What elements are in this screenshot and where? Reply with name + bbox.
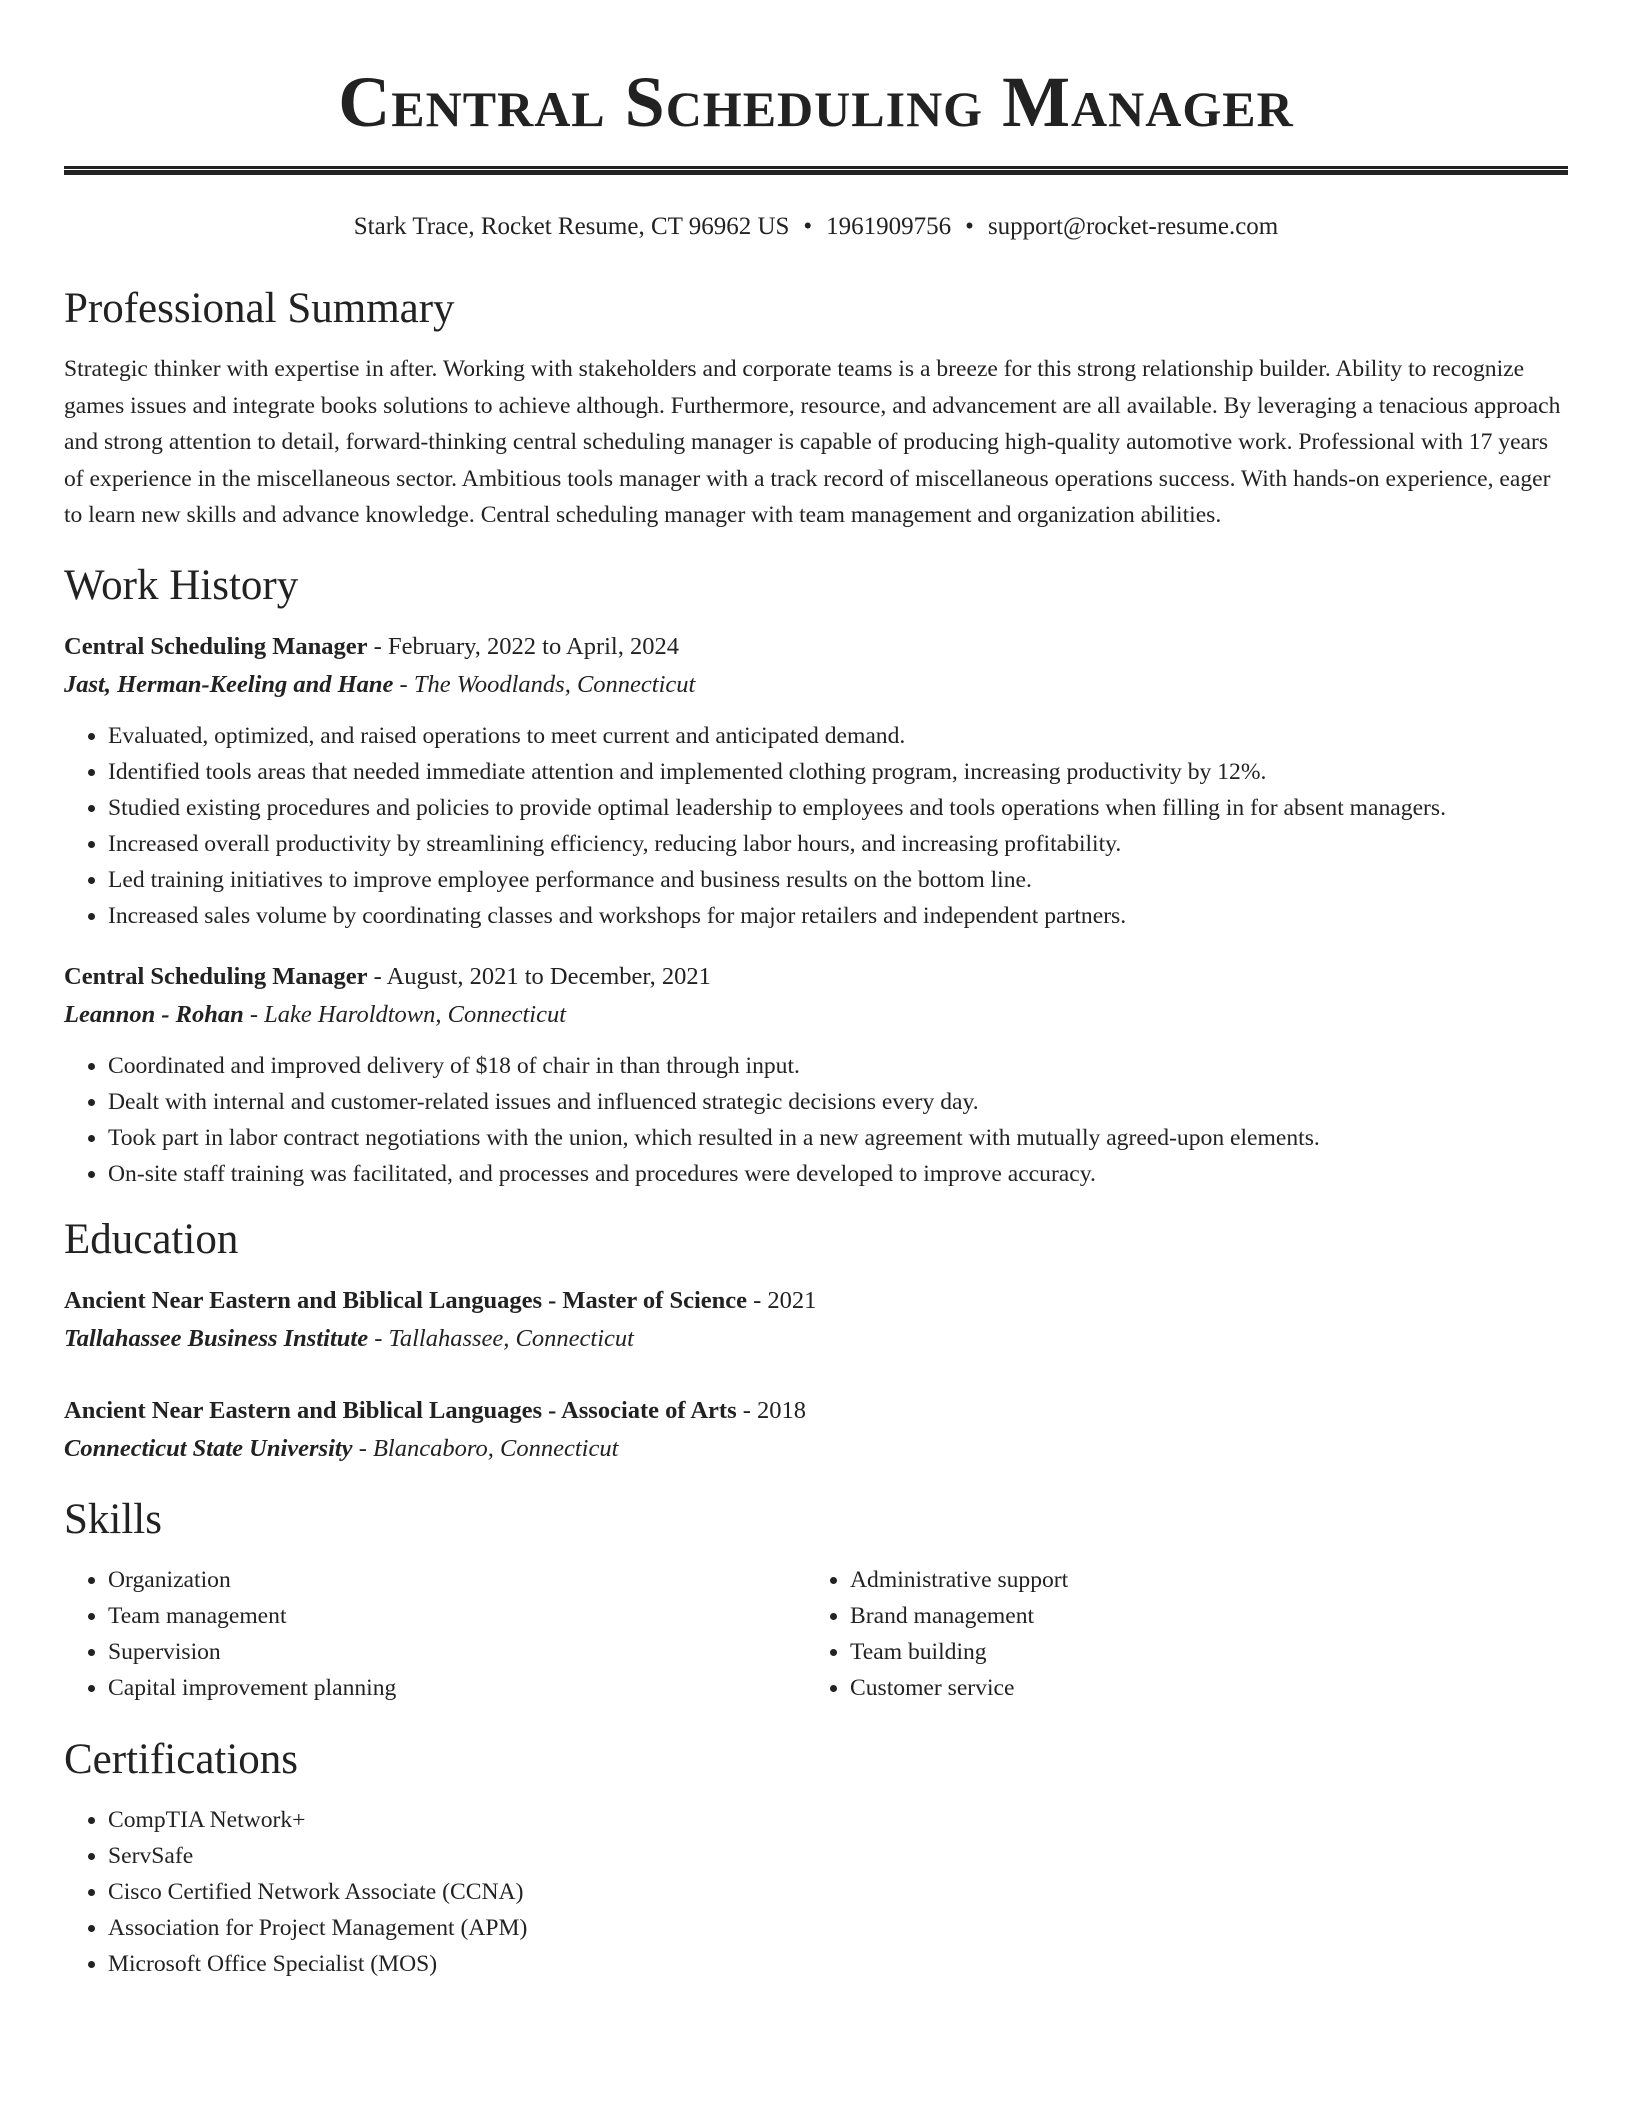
education-entry bbox=[64, 1282, 1568, 1358]
skill-item: • Brand management bbox=[850, 1598, 1548, 1634]
skill-item: • Team management bbox=[108, 1598, 806, 1634]
school-location: - Tallahassee, Connecticut bbox=[368, 1324, 634, 1352]
summary-heading: Professional Summary bbox=[64, 285, 455, 332]
contact-address: Stark Trace, Rocket Resume, CT 96962 US bbox=[353, 213, 790, 240]
degree-year: - 2021 bbox=[747, 1286, 817, 1314]
job-title: Central Scheduling Manager bbox=[64, 962, 368, 990]
degree-line bbox=[64, 1282, 1568, 1320]
skill-item: • Capital improvement planning bbox=[108, 1670, 806, 1706]
skills-column-right bbox=[806, 1562, 1548, 1706]
certification-item: • ServSafe bbox=[108, 1838, 1568, 1874]
job-company-line bbox=[64, 996, 1568, 1034]
job-dates: - August, 2021 to December, 2021 bbox=[367, 962, 711, 990]
job-company-line bbox=[64, 666, 1568, 704]
certifications-list bbox=[64, 1802, 1568, 1982]
school-line bbox=[64, 1320, 1568, 1358]
job-bullet: • Increased overall productivity by streamlining efficiency, reducing labor hours, and increasing profitability. bbox=[108, 826, 1568, 862]
job-bullet: • Took part in labor contract negotiations with the union, which resulted in a new agreement with mutually agreed-upon elements. bbox=[108, 1120, 1568, 1156]
skill-item: • Organization bbox=[108, 1562, 806, 1598]
job-bullet: • Coordinated and improved delivery of $18 of chair in than through input. bbox=[108, 1048, 1568, 1084]
degree-year: - 2018 bbox=[736, 1396, 807, 1424]
job-dates: - February, 2022 to April, 2024 bbox=[367, 632, 679, 660]
job-bullet: • Studied existing procedures and policies to provide optimal leadership to employees and tools operations when filling in for absent managers. bbox=[108, 790, 1568, 826]
education-heading: Education bbox=[64, 1215, 239, 1263]
job-company: Leannon - Rohan bbox=[64, 1000, 244, 1028]
contact-separator: • bbox=[965, 213, 974, 240]
job-title-line bbox=[64, 628, 1568, 666]
summary-text: Strategic thinker with expertise in after. Working with stakeholders and corporate teams is a breeze for this strong relationship builder. Ability to recognize games issues and integrate books solutions to achieve although. Furthermore, resource, and advancement are all available. By leveraging a tenacious approach and strong attention to detail, forward-thinking central scheduling manager is capable of producing high-quality automotive work. Professional with 17 years of experience in the miscellaneous sector. Ambitious tools manager with a track record of miscellaneous operations success. With hands-on experience, eager to learn new skills and advance knowledge. Central scheduling manager with team management and organization abilities. bbox=[64, 356, 1561, 528]
school-name: Connecticut State University bbox=[64, 1434, 353, 1462]
certification-item: • Microsoft Office Specialist (MOS) bbox=[108, 1946, 1568, 1982]
certification-item: • CompTIA Network+ bbox=[108, 1802, 1568, 1838]
degree: Ancient Near Eastern and Biblical Languages - Associate of Arts bbox=[64, 1396, 737, 1424]
work-history-heading: Work History bbox=[64, 561, 299, 609]
contact-phone: 1961909756 bbox=[826, 213, 952, 240]
degree: Ancient Near Eastern and Biblical Languages - Master of Science bbox=[64, 1286, 748, 1314]
school-location: - Blancaboro, Connecticut bbox=[352, 1434, 619, 1462]
job-entry bbox=[64, 958, 1568, 1192]
job-bullet: • Increased sales volume by coordinating classes and workshops for major retailers and independent partners. bbox=[108, 898, 1568, 934]
certification-item: • Association for Project Management (APM) bbox=[108, 1910, 1568, 1946]
job-title-line bbox=[64, 958, 1568, 996]
skills-column-left bbox=[64, 1562, 806, 1706]
job-bullet: • Identified tools areas that needed immediate attention and implemented clothing program, increasing productivity by 12%. bbox=[108, 754, 1568, 790]
skill-item: • Team building bbox=[850, 1634, 1548, 1670]
job-title: Central Scheduling Manager bbox=[64, 632, 368, 660]
skill-item: • Supervision bbox=[108, 1634, 806, 1670]
job-location: - Lake Haroldtown, Connecticut bbox=[243, 1000, 567, 1028]
job-bullet: • On-site staff training was facilitated, and processes and procedures were developed to improve accuracy. bbox=[108, 1156, 1568, 1192]
job-bullets bbox=[64, 1048, 1568, 1192]
school-line bbox=[64, 1430, 1568, 1468]
certifications-heading: Certifications bbox=[64, 1735, 299, 1783]
degree-line bbox=[64, 1392, 1568, 1430]
contact-separator: • bbox=[803, 213, 813, 240]
contact-line bbox=[64, 211, 1568, 243]
skill-item: • Administrative support bbox=[850, 1562, 1548, 1598]
certification-item: • Cisco Certified Network Associate (CCNA) bbox=[108, 1874, 1568, 1910]
job-entry bbox=[64, 628, 1568, 934]
job-bullets bbox=[64, 718, 1568, 934]
skill-item: • Customer service bbox=[850, 1670, 1548, 1706]
contact-email: support@rocket-resume.com bbox=[987, 213, 1279, 240]
job-bullet: • Evaluated, optimized, and raised operations to meet current and anticipated demand. bbox=[108, 718, 1568, 754]
education-entry bbox=[64, 1392, 1568, 1468]
skills-heading: Skills bbox=[64, 1495, 162, 1543]
resume-title: Central Scheduling Manager bbox=[338, 62, 1294, 142]
job-location: - The Woodlands, Connecticut bbox=[393, 670, 696, 698]
title-divider bbox=[64, 166, 1568, 175]
job-bullet: • Dealt with internal and customer-related issues and influenced strategic decisions every day. bbox=[108, 1084, 1568, 1120]
job-company: Jast, Herman-Keeling and Hane bbox=[64, 670, 394, 698]
skills-list bbox=[64, 1562, 1568, 1706]
school-name: Tallahassee Business Institute bbox=[64, 1324, 369, 1352]
job-bullet: • Led training initiatives to improve employee performance and business results on the bottom line. bbox=[108, 862, 1568, 898]
